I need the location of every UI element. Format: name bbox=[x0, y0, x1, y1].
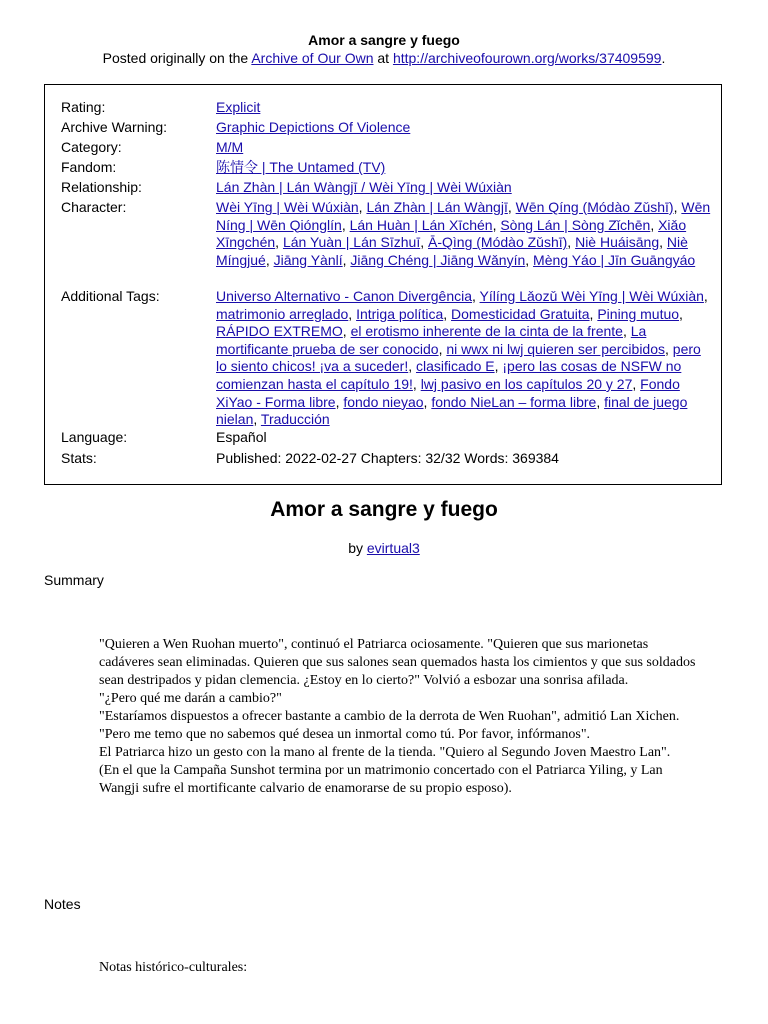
meta-tag-link[interactable]: ni wwx ni lwj quieren ser percibidos bbox=[446, 340, 666, 357]
relationship-label: Relationship: bbox=[61, 179, 142, 195]
summary-paragraph: El Patriarca hizo un gesto con la mano al frente de la tienda. "Quiero al Segundo Joven Maestro Lan". bbox=[99, 745, 671, 760]
meta-tag-link[interactable]: Jiāng Yànlí bbox=[273, 251, 343, 268]
meta-tag-link[interactable]: Domesticidad Gratuita bbox=[451, 305, 590, 322]
byline bbox=[0, 540, 768, 556]
notes-heading: Notes bbox=[44, 896, 81, 912]
meta-tag-link[interactable]: fondo NieLan – forma libre bbox=[431, 393, 597, 410]
meta-tag-link[interactable]: el erotismo inherente de la cinta de la frente bbox=[350, 323, 623, 340]
meta-tag-link[interactable]: Lán Huàn | Lán Xīchén bbox=[349, 216, 493, 233]
category-value bbox=[216, 139, 711, 157]
tags-label: Additional Tags: bbox=[61, 288, 160, 304]
posted-originally-line bbox=[0, 50, 768, 66]
author-link[interactable]: evirtual3 bbox=[366, 540, 420, 556]
meta-tag-link[interactable]: ¡pero las cosas de NSFW no comienzan hasta el capítulo 19! bbox=[216, 358, 682, 392]
meta-tag-link[interactable]: Lán Yuàn | Lán Sīzhuī bbox=[282, 234, 421, 251]
meta-tag-link[interactable]: Yílíng Lǎozǔ Wèi Yīng | Wèi Wúxiàn bbox=[479, 288, 704, 304]
meta-tag-link[interactable]: Jiāng Chéng | Jiāng Wǎnyín bbox=[350, 251, 526, 268]
meta-tag-link[interactable]: 陈情令 | The Untamed (TV) bbox=[216, 159, 386, 175]
character-label: Character: bbox=[61, 199, 127, 215]
archive-link[interactable]: Archive of Our Own bbox=[251, 50, 374, 66]
character-value: Wèi Yīng | Wèi Wúxiàn, Lán Zhàn | Lán Wàngjī, Wēn Qíng (Módào Zǔshī), Wēn Níng | Wēn Qiónglín, Lán Huàn | Lán Xīchén, Sòng Lán | Sòng Zǐchēn, Xiǎo Xīngchén, Lán Yuàn | Lán Sīzhuī, Ā-Qìng (Módào Zǔshī), Niè Huáisāng, Niè Míngjué, Jiāng Yànlí, Jiāng Chéng | Jiāng Wǎnyín, Mèng Yáo | Jīn Guāngyáo bbox=[216, 199, 711, 268]
rating-label: Rating: bbox=[61, 99, 106, 115]
meta-tag-link[interactable]: Intriga política bbox=[356, 305, 444, 322]
summary-paragraph: "Estaríamos dispuestos a ofrecer bastante a cambio de la derrota de Wen Ruohan", admitió Lan Xichen. "Pero me temo que no sabemos qué desea un inmortal como tú. Por favor, infórmanos". bbox=[99, 709, 680, 742]
meta-tag-link[interactable]: Graphic Depictions Of Violence bbox=[216, 119, 411, 135]
meta-tag-link[interactable]: Lán Zhàn | Lán Wàngjī bbox=[366, 199, 508, 215]
meta-tag-link[interactable]: M/M bbox=[216, 139, 244, 155]
summary-paragraph: (En el que la Campaña Sunshot termina por un matrimonio concertado con el Patriarca Yiling, y Lan Wangji sufre el mortificante calvario de enamorarse de su propio esposo). bbox=[99, 763, 663, 796]
fandom-value bbox=[216, 159, 711, 177]
posted-suffix: . bbox=[661, 50, 666, 66]
meta-tag-link[interactable]: Lán Zhàn | Lán Wàngjī / Wèi Yīng | Wèi Wúxiàn bbox=[216, 179, 512, 195]
meta-tag-link[interactable]: Wēn Níng | Wēn Qiónglín bbox=[216, 199, 711, 233]
summary-heading: Summary bbox=[44, 572, 104, 588]
language-label: Language: bbox=[61, 429, 128, 445]
rating-value bbox=[216, 99, 711, 117]
meta-tag-link[interactable]: RÁPIDO EXTREMO bbox=[216, 323, 343, 340]
document-top-title: Amor a sangre y fuego bbox=[308, 32, 460, 48]
by-prefix: by bbox=[348, 540, 363, 556]
meta-tag-link[interactable]: Sòng Lán | Sòng Zǐchēn bbox=[500, 216, 651, 233]
warning-label: Archive Warning: bbox=[61, 119, 168, 135]
meta-tag-link[interactable]: Fondo XiYao - Forma libre bbox=[216, 375, 680, 410]
meta-tag-link[interactable]: pero lo siento chicos! ¡va a suceder! bbox=[216, 340, 701, 375]
category-label: Category: bbox=[61, 139, 122, 155]
summary-text bbox=[99, 636, 699, 798]
notes-text: Notas histórico-culturales: bbox=[99, 960, 248, 975]
meta-tag-link[interactable]: lwj pasivo en los capítulos 20 y 27 bbox=[420, 375, 633, 392]
meta-tag-link[interactable]: Wēn Qíng (Módào Zǔshī) bbox=[515, 199, 674, 215]
work-metadata-box bbox=[44, 84, 722, 485]
meta-tag-link[interactable]: Niè Huáisāng bbox=[575, 234, 660, 251]
work-url-link[interactable]: http://archiveofourown.org/works/37409599 bbox=[392, 50, 662, 66]
posted-mid: at bbox=[377, 50, 390, 66]
relationship-value bbox=[216, 179, 711, 197]
stats-value: Published: 2022-02-27 Chapters: 32/32 Words: 369384 bbox=[216, 450, 559, 466]
meta-tag-link[interactable]: Traducción bbox=[260, 411, 330, 428]
work-title: Amor a sangre y fuego bbox=[270, 498, 498, 521]
meta-tag-link[interactable]: matrimonio arreglado bbox=[216, 305, 349, 322]
meta-tag-link[interactable]: clasificado E bbox=[416, 358, 495, 375]
summary-paragraph: "Quieren a Wen Ruohan muerto", continuó el Patriarca ociosamente. "Quieren que sus marionetas cadáveres sean eliminadas. Quieren que sus salones sean quemados hasta los cimientos y que sus soldados sean destripados y pidan clemencia. ¿Estoy en lo cierto?" Volvió a esbozar una sonrisa afilada. bbox=[99, 637, 696, 688]
meta-tag-link[interactable]: fondo nieyao bbox=[343, 393, 424, 410]
meta-tag-link[interactable]: Xiǎo Xīngchén bbox=[216, 216, 687, 251]
meta-tag-link[interactable]: Universo Alternativo - Canon Divergência bbox=[216, 288, 473, 304]
language-value: Español bbox=[216, 429, 267, 445]
meta-tag-link[interactable]: Niè Míngjué bbox=[216, 234, 688, 268]
meta-tag-link[interactable]: final de juego nielan bbox=[216, 393, 688, 428]
meta-tag-link[interactable]: Explicit bbox=[216, 99, 261, 115]
posted-prefix: Posted originally on the bbox=[102, 50, 249, 66]
meta-tag-link[interactable]: Pining mutuo bbox=[597, 305, 680, 322]
meta-tag-link[interactable]: Mèng Yáo | Jīn Guāngyáo bbox=[533, 251, 696, 268]
warning-value bbox=[216, 119, 711, 137]
summary-paragraph: "¿Pero qué me darán a cambio?" bbox=[99, 691, 282, 706]
meta-tag-link[interactable]: Ā-Qìng (Módào Zǔshī) bbox=[428, 234, 568, 251]
fandom-label: Fandom: bbox=[61, 159, 117, 175]
meta-tag-link[interactable]: La mortificante prueba de ser conocido bbox=[216, 323, 647, 357]
stats-label: Stats: bbox=[61, 450, 97, 466]
meta-tag-link[interactable]: Wèi Yīng | Wèi Wúxiàn bbox=[216, 199, 359, 215]
tags-value: Universo Alternativo - Canon Divergência, Yílíng Lǎozǔ Wèi Yīng | Wèi Wúxiàn, matrimonio arreglado, Intriga política, Domesticidad Gratuita, Pining mutuo, RÁPIDO EXTREMO, el erotismo inherente de la cinta de la frente, La mortificante prueba de ser conocido, ni wwx ni lwj quieren ser percibidos, pero lo siento chicos! ¡va a suceder!, clasificado E, ¡pero las cosas de NSFW no comienzan hasta el capítulo 19!, lwj pasivo en los capítulos 20 y 27, Fondo XiYao - Forma libre, fondo nieyao, fondo NieLan – forma libre, final de juego nielan, Traducción bbox=[216, 288, 708, 428]
